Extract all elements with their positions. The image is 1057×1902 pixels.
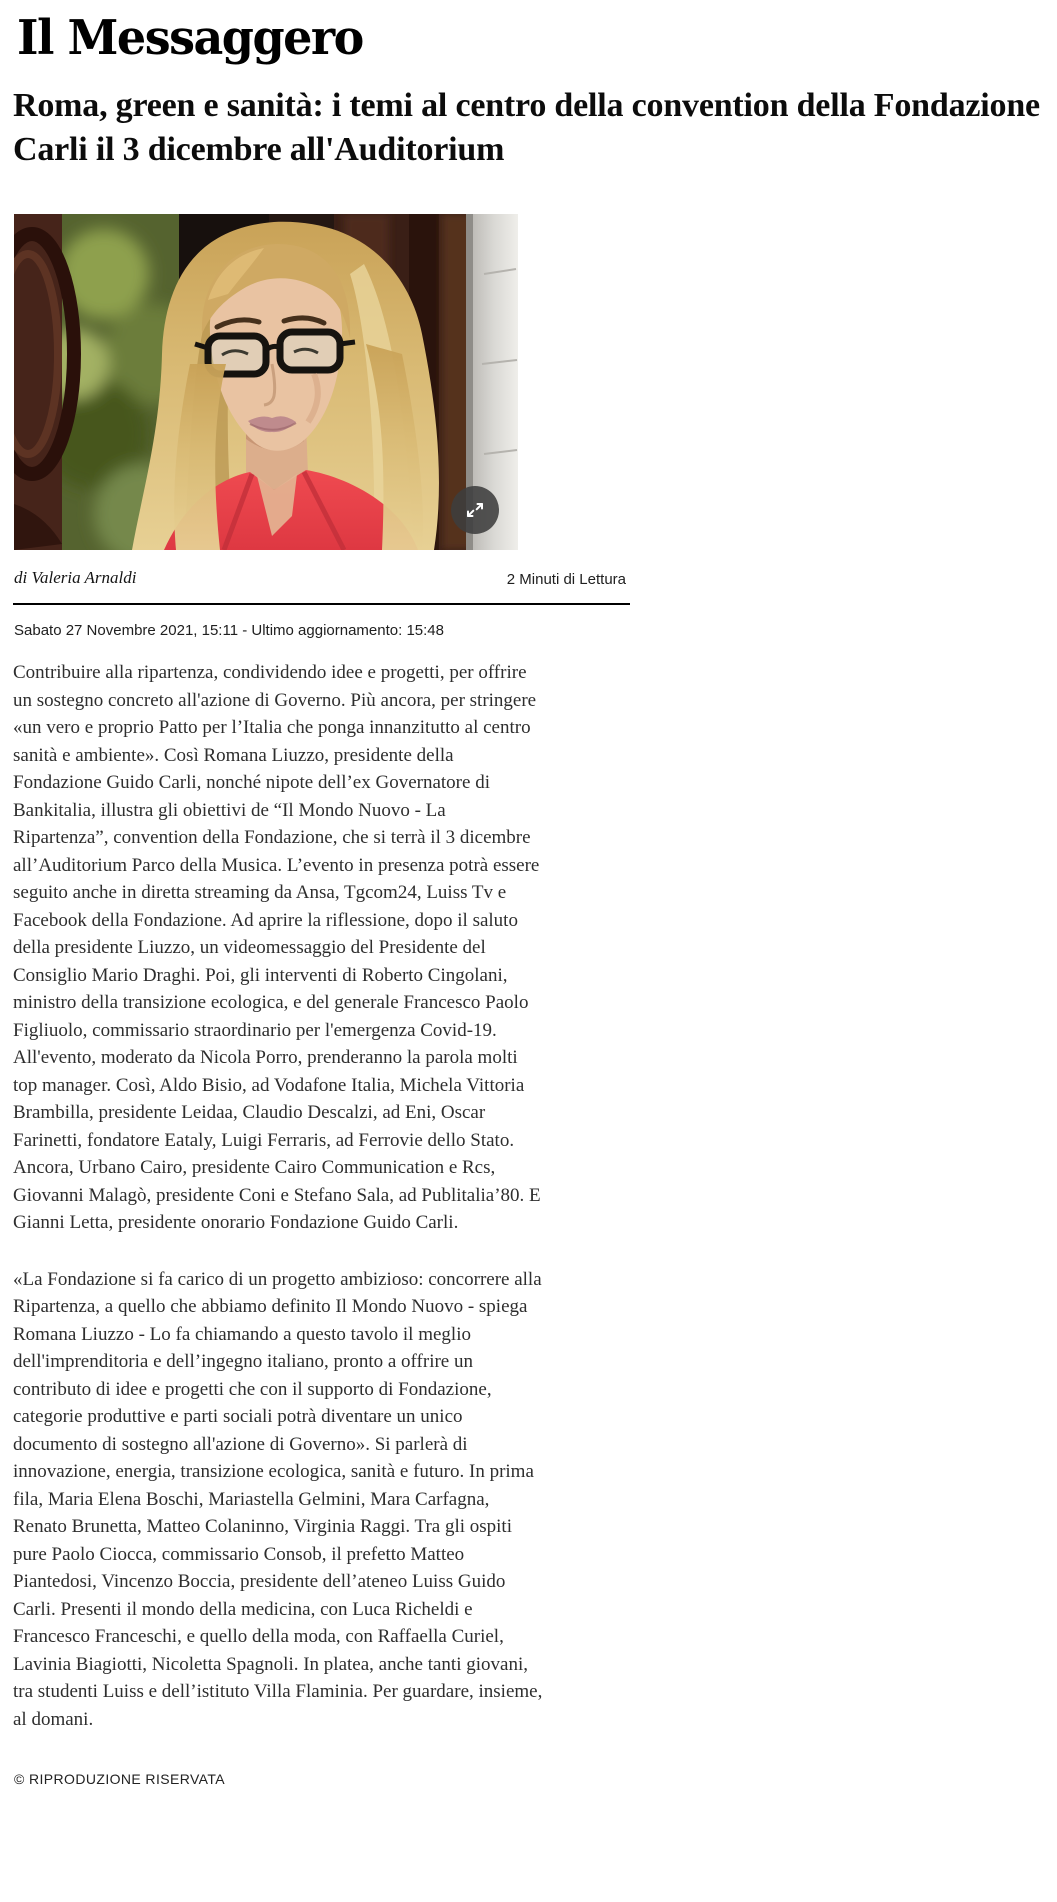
article-paragraph: «La Fondazione si fa carico di un progetto ambizioso: concorrere alla Ripartenza, a quello che abbiamo definito Il Mondo Nuovo - spiega Romana Liuzzo - Lo fa chiamando a questo tavolo il meglio dell'imprenditoria e dell’ingegno italiano, pronto a offrire un contributo di idee e progetti che con il supporto di Fondazione, categorie produttive e parti sociali potrà diventare un unico documento di sostegno all'azione di Governo». Si parlerà di innovazione, energia, transizione ecologica, sanità e futuro. In prima fila, Maria Elena Boschi, Mariastella Gelmini, Mara Carfagna, Renato Brunetta, Matteo Colaninno, Virginia Raggi. Tra gli ospiti pure Paolo Ciocca, commissario Consob, il prefetto Matteo Piantedosi, Vincenzo Boccia, presidente dell’ateneo Luiss Guido Carli. Presenti il mondo della medicina, con Luca Richeldi e Francesco Franceschi, e quello della moda, con Raffaella Curiel, Lavinia Biagiotti, Nicoletta Spagnoli. In platea, anche tanti giovani, tra studenti Luiss e dell’istituto Villa Flaminia. Per guardare, insieme, al domani. (13, 1268, 543, 1730)
expand-diagonal-arrows-icon (464, 499, 486, 521)
copyright-notice: © RIPRODUZIONE RISERVATA (14, 1771, 226, 1787)
portrait-photo-illustration (14, 214, 518, 550)
article-paragraph: Contribuire alla ripartenza, condividendo idee e progetti, per offrire un sostegno concreto all'azione di Governo. Più ancora, per stringere «un vero e proprio Patto per l’Italia che ponga innanzitutto al centro sanità e ambiente». Così Romana Liuzzo, presidente della Fondazione Guido Carli, nonché nipote dell’ex Governatore di Bankitalia, illustra gli obiettivi de “Il Mondo Nuovo - La Ripartenza”, convention della Fondazione, che si terrà il 3 dicembre all’Auditorium Parco della Musica. L’evento in presenza potrà essere seguito anche in diretta streaming da Ansa, Tgcom24, Luiss Tv e Facebook della Fondazione. Ad aprire la riflessione, dopo il saluto della presidente Liuzzo, un videomessaggio del Presidente del Consiglio Mario Draghi. Poi, gli interventi di Roberto Cingolani, ministro della transizione ecologica, e del generale Francesco Paolo Figliuolo, commissario straordinario per l'emergenza Covid-19. All'evento, moderato da Nicola Porro, prenderanno la parola molti top manager. Così, Aldo Bisio, ad Vodafone Italia, Michela Vittoria Brambilla, presidente Leidaa, Claudio Descalzi, ad Eni, Oscar Farinetti, fondatore Eataly, Luigi Ferraris, ad Ferrovie dello Stato. Ancora, Urbano Cairo, presidente Cairo Communication e Rcs, Giovanni Malagò, presidente Coni e Stefano Sala, ad Publitalia’80. E Gianni Letta, presidente onorario Fondazione Guido Carli. (13, 662, 541, 1233)
article-photo (14, 214, 518, 550)
author-link[interactable]: di Valeria Arnaldi (14, 568, 137, 587)
article-headline: Roma, green e sanità: i temi al centro della convention della Fondazione Carli il 3 dicembre all'Auditorium (13, 87, 1040, 168)
expand-photo-button[interactable] (451, 486, 499, 534)
masthead (0, 0, 1057, 66)
publish-dateline: Sabato 27 Novembre 2021, 15:11 - Ultimo aggiornamento: 15:48 (14, 622, 444, 639)
article-body (13, 659, 544, 1733)
reading-time-label: 2 Minuti di Lettura (506, 571, 626, 588)
header-divider (13, 603, 630, 605)
il-messaggero-logo[interactable]: Il Messaggero (17, 9, 363, 66)
byline-row (14, 568, 626, 588)
